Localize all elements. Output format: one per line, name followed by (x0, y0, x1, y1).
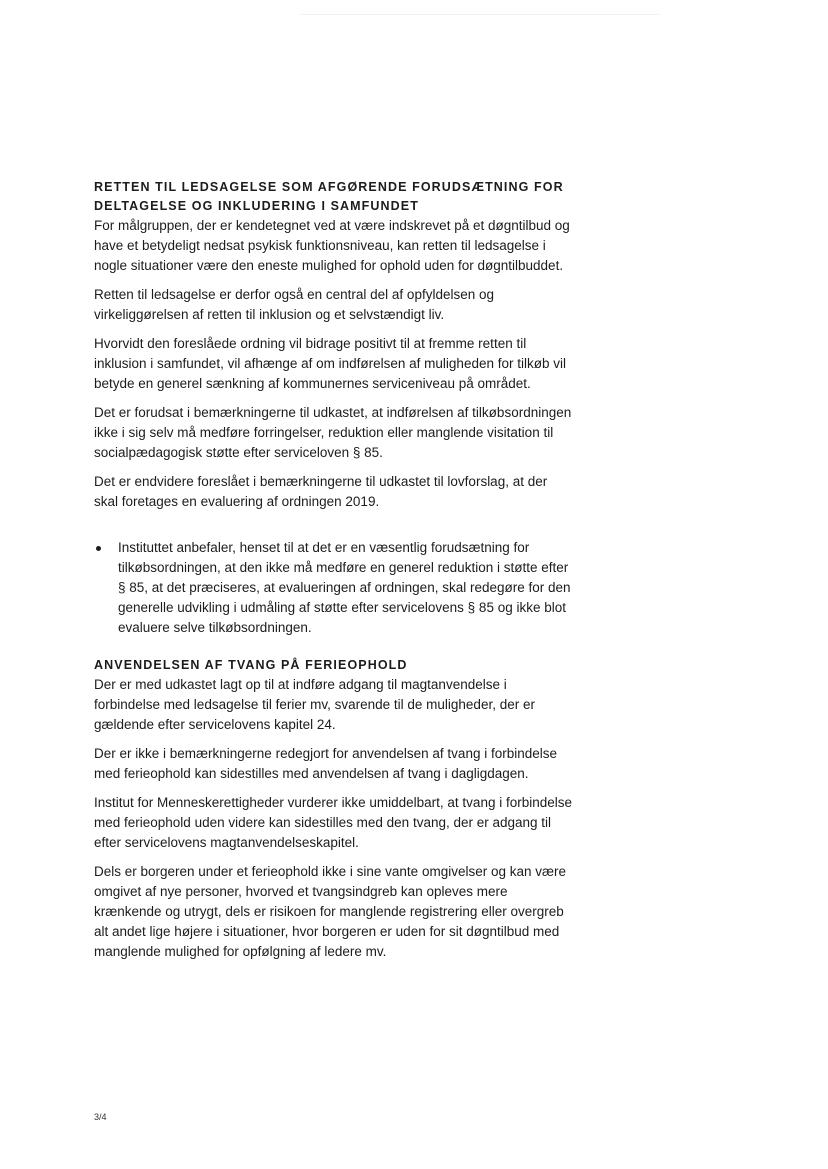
paragraph: Institut for Menneskerettigheder vurderer ikke umiddelbart, at tvang i forbindelse med ferieophold uden videre kan sidestilles med den tvang, der er adgang til efter servicelovens magtanvendelseskapitel. (94, 795, 572, 850)
recommendation-item (94, 538, 574, 638)
section-tvang (94, 656, 574, 962)
paragraph: For målgruppen, der er kendetegnet ved at være indskrevet på et døgntilbud og have et betydeligt nedsat psykisk funktionsniveau, kan retten til ledsagelse i nogle situationer være den eneste mulighed for ophold uden for døgntilbuddet. (94, 218, 570, 273)
recommendation-text: Instituttet anbefaler, henset til at det er en væsentlig forudsætning for tilkøbsordningen, at den ikke må medføre en generel reduktion i støtte efter § 85, at det præciseres, at evalueringen af ordningen, skal redegøre for den generelle udvikling i udmåling af støtte efter servicelovens § 85 og ikke blot evaluere selve tilkøbsordningen. (118, 540, 571, 635)
section-ledsagelse (94, 178, 574, 638)
paragraph: Dels er borgeren under et ferieophold ikke i sine vante omgivelser og kan være omgivet af nye personer, hvorved et tvangsindgreb kan opleves mere krænkende og utrygt, dels er risikoen for manglende registrering eller overgreb alt andet lige højere i situationer, hvor borgeren er uden for sit døgntilbud med manglende mulighed for opfølgning af ledere mv. (94, 864, 567, 959)
paragraph: Det er forudsat i bemærkningerne til udkastet, at indførelsen af tilkøbsordningen ikke i sig selv må medføre forringelser, reduktion eller manglende visitation til socialpædagogisk støtte efter serviceloven § 85. (94, 405, 572, 460)
paragraph: Der er ikke i bemærkningerne redegjort for anvendelsen af tvang i forbindelse med ferieophold kan sidestilles med anvendelsen af tvang i dagligdagen. (94, 746, 558, 781)
page-number: 3/4 (94, 1112, 107, 1122)
section-heading-ledsagelse (94, 178, 574, 216)
scan-artifact-line (300, 14, 660, 15)
paragraph: Det er endvidere foreslået i bemærkningerne til udkastet til lovforslag, at der skal foretages en evaluering af ordningen 2019. (94, 474, 548, 509)
document-body (94, 178, 574, 972)
section-heading-tvang: ANVENDELSEN AF TVANG PÅ FERIEOPHOLD (94, 658, 408, 672)
paragraph: Der er med udkastet lagt op til at indføre adgang til magtanvendelse i forbindelse med ledsagelse til ferier mv, svarende til de muligheder, der er gældende efter servicelovens kapitel 24. (94, 677, 535, 732)
paragraph: Retten til ledsagelse er derfor også en central del af opfyldelsen og virkeliggørelsen af retten til inklusion og et selvstændigt liv. (94, 287, 494, 322)
recommendation-list (94, 538, 574, 638)
bullet-icon (96, 546, 101, 551)
paragraph: Hvorvidt den foreslåede ordning vil bidrage positivt til at fremme retten til inklusion i samfundet, vil afhænge af om indførelsen af muligheden for tilkøb vil betyde en generel sænkning af kommunernes serviceniveau på området. (94, 336, 566, 391)
heading-line-1: RETTEN TIL LEDSAGELSE SOM AFGØRENDE FORUDSÆTNING FOR (94, 180, 564, 194)
heading-line-2: DELTAGELSE OG INKLUDERING I SAMFUNDET (94, 199, 419, 213)
